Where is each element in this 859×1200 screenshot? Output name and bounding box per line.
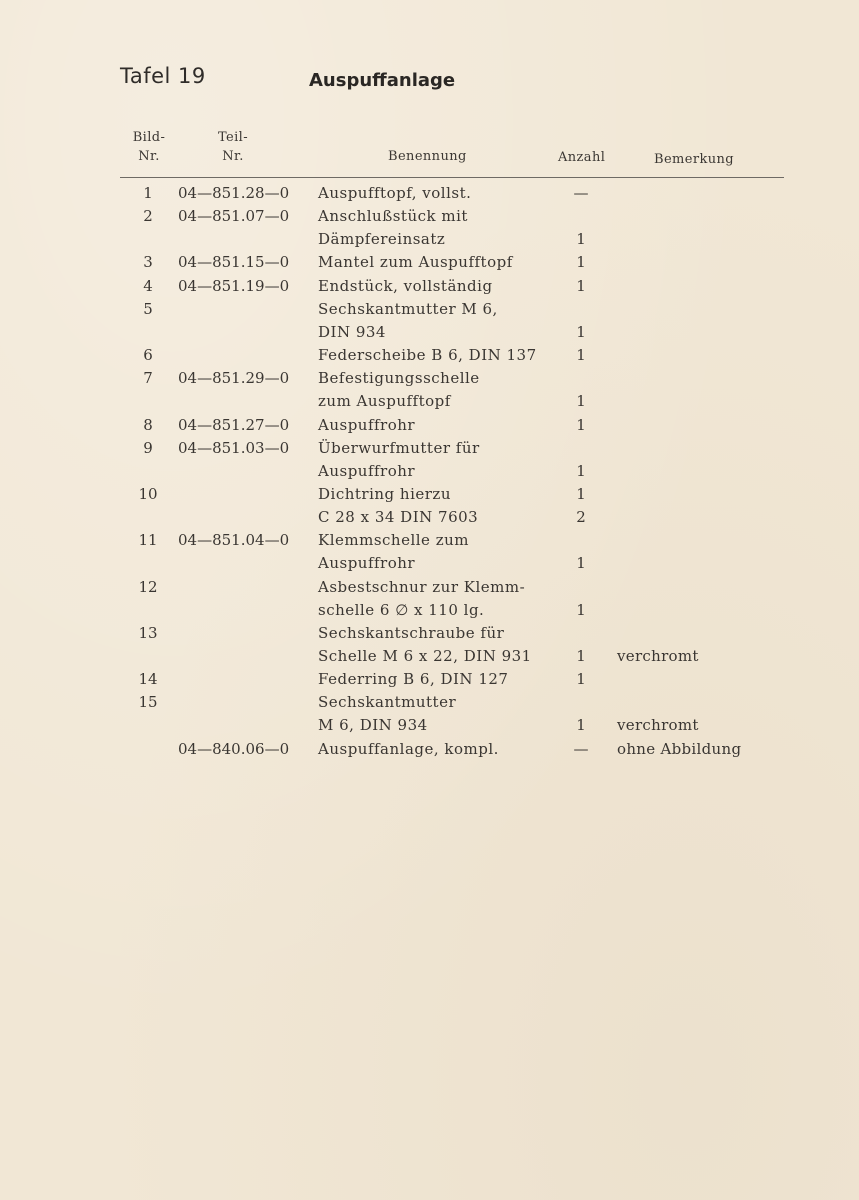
- part-description: Dämpfereinsatz: [318, 230, 446, 249]
- column-header-teil-nr: Teil- Nr.: [217, 130, 249, 164]
- page-title: Auspuffanlage: [309, 70, 456, 91]
- item-number: 13: [138, 623, 158, 642]
- part-number: 04—851.27—0: [178, 415, 290, 434]
- part-number: 04—851.15—0: [178, 253, 290, 272]
- part-description: Sechskantmutter M 6,: [318, 299, 498, 318]
- item-number: 2: [143, 207, 153, 226]
- table-row: [0, 460, 859, 483]
- column-header-bemerkung: Bemerkung: [654, 152, 735, 167]
- table-row: [0, 275, 859, 298]
- part-description: Auspuffrohr: [318, 461, 416, 480]
- part-number: 04—851.29—0: [178, 369, 290, 388]
- part-description: Befestigungsschelle: [318, 369, 480, 388]
- header-divider: [120, 177, 784, 178]
- item-number: 10: [138, 484, 158, 503]
- part-number: 04—851.03—0: [178, 438, 290, 457]
- quantity: 1: [576, 415, 586, 434]
- table-row: [0, 622, 859, 645]
- quantity: 1: [576, 230, 586, 249]
- table-row: [0, 344, 859, 367]
- table-row: [0, 321, 859, 344]
- part-number: 04—851.28—0: [178, 184, 290, 202]
- quantity: 1: [576, 253, 586, 272]
- part-description: Auspuffrohr: [318, 554, 416, 573]
- part-number: 04—840.06—0: [178, 739, 290, 758]
- remark: ohne Abbildung: [617, 739, 742, 758]
- table-row: [0, 714, 859, 737]
- quantity: 1: [576, 461, 586, 480]
- item-number: 1: [143, 184, 153, 202]
- part-description: Sechskantschraube für: [318, 623, 505, 642]
- part-description: Klemmschelle zum: [318, 531, 469, 550]
- part-number: 04—851.07—0: [178, 207, 290, 226]
- table-row: [0, 483, 859, 506]
- quantity: 1: [576, 670, 586, 689]
- part-description: M 6, DIN 934: [318, 716, 428, 735]
- part-description: Auspufftopf, vollst.: [318, 184, 472, 202]
- quantity: 1: [576, 484, 586, 503]
- table-row: [0, 205, 859, 228]
- table-row: [0, 738, 859, 761]
- quantity: 1: [576, 392, 586, 411]
- item-number: 8: [143, 415, 153, 434]
- table-row: [0, 691, 859, 714]
- quantity: —: [573, 184, 589, 202]
- table-row: [0, 390, 859, 413]
- table-row: [0, 576, 859, 599]
- part-description: C 28 x 34 DIN 7603: [318, 508, 479, 527]
- table-row: [0, 529, 859, 552]
- part-description: Sechskantmutter: [318, 693, 457, 712]
- table-row: [0, 251, 859, 274]
- item-number: 9: [143, 438, 153, 457]
- table-row: [0, 506, 859, 529]
- part-description: Auspuffanlage, kompl.: [318, 739, 499, 758]
- part-number: 04—851.19—0: [178, 276, 290, 295]
- part-description: DIN 934: [318, 322, 386, 341]
- quantity: 1: [576, 554, 586, 573]
- table-row: [0, 228, 859, 251]
- quantity: —: [573, 739, 589, 758]
- table-row: [0, 552, 859, 575]
- part-description: Dichtring hierzu: [318, 484, 451, 503]
- quantity: 1: [576, 276, 586, 295]
- table-row: [0, 668, 859, 691]
- part-description: Überwurfmutter für: [318, 438, 480, 457]
- table-row: [0, 414, 859, 437]
- item-number: 11: [138, 531, 158, 550]
- part-description: Federscheibe B 6, DIN 137: [318, 346, 537, 365]
- quantity: 1: [576, 322, 586, 341]
- quantity: 1: [576, 647, 586, 665]
- column-header-benennung: Benennung: [388, 149, 467, 164]
- part-description: Asbestschnur zur Klemm-: [318, 577, 526, 596]
- part-description: Mantel zum Auspufftopf: [318, 253, 513, 272]
- table-row: [0, 437, 859, 460]
- part-description: Federring B 6, DIN 127: [318, 670, 509, 689]
- quantity: 1: [576, 346, 586, 365]
- table-row: [0, 182, 859, 205]
- remark: verchromt: [617, 716, 699, 735]
- table-row: [0, 298, 859, 321]
- item-number: 3: [143, 253, 153, 272]
- table-row: [0, 367, 859, 390]
- part-description: Anschlußstück mit: [318, 207, 468, 226]
- part-number: 04—851.04—0: [178, 531, 290, 550]
- table-row: [0, 599, 859, 622]
- column-header-bild-nr: Bild- Nr.: [132, 130, 166, 164]
- item-number: 6: [143, 346, 153, 365]
- item-number: 7: [143, 369, 153, 388]
- remark: verchromt: [617, 647, 699, 665]
- column-header-anzahl: Anzahl: [558, 150, 606, 165]
- item-number: 12: [138, 577, 158, 596]
- item-number: 14: [138, 670, 158, 689]
- part-description: Schelle M 6 x 22, DIN 931: [318, 647, 532, 665]
- item-number: 4: [143, 276, 153, 295]
- plate-number: Tafel 19: [120, 64, 206, 88]
- part-description: Endstück, vollständig: [318, 276, 493, 295]
- table-row: [0, 645, 859, 668]
- item-number: 15: [138, 693, 158, 712]
- quantity: 1: [576, 716, 586, 735]
- part-description: Auspuffrohr: [318, 415, 416, 434]
- part-description: zum Auspufftopf: [318, 392, 451, 411]
- item-number: 5: [143, 299, 153, 318]
- part-description: schelle 6 ∅ x 110 lg.: [318, 600, 485, 619]
- quantity: 1: [576, 600, 586, 619]
- quantity: 2: [576, 508, 586, 527]
